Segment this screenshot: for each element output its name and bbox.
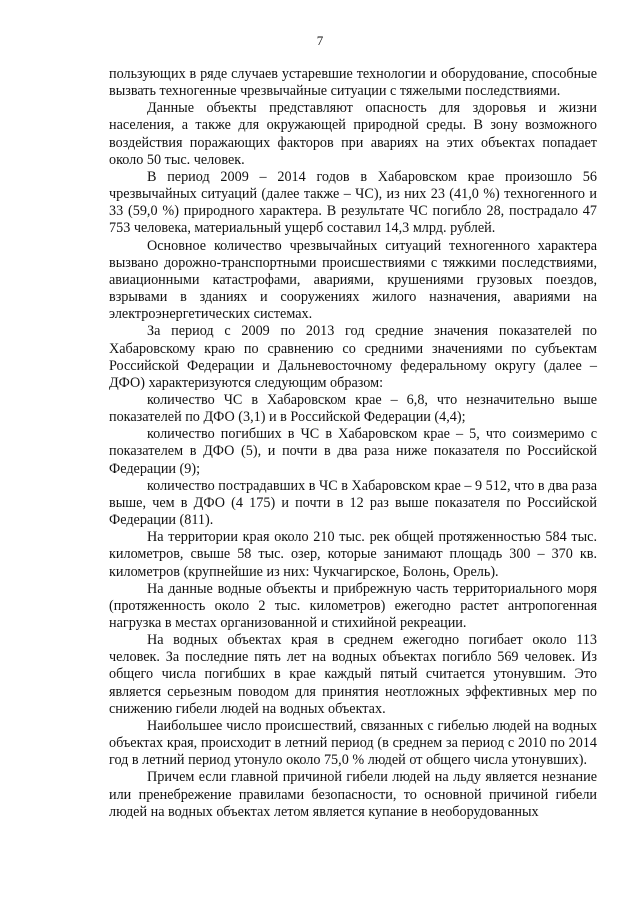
paragraph-water-bodies: На территории края около 210 тыс. рек общей протяженностью 584 тыс. километров, свыше 58 тыс. озер, которые занимают площадь 300 – 370 кв. километров (крупнейшие из них: Чукчагирское, Болонь, Орель). [109, 529, 597, 580]
page-number: 7 [316, 33, 324, 48]
paragraph-comparison-intro: За период с 2009 по 2013 год средние значения показателей по Хабаровскому краю по сравнению со средними значениями по субъектам Российской Федерации и Дальневосточному федеральному округу (далее – ДФО) характеризуются следующим образом: [109, 323, 597, 391]
paragraph-emergency-count: количество ЧС в Хабаровском крае – 6,8, что незначительно выше показателей по ДФО (3,1) и в Российской Федерации (4,4); [109, 391, 597, 426]
paragraph-anthropogenic-load: На данные водные объекты и прибрежную часть территориального моря (протяженность около 2 тыс. километров) ежегодно растет антропогенная нагрузка в местах организованной и стихийной рекреации. [109, 580, 597, 631]
paragraph-injured-count: количество пострадавших в ЧС в Хабаровском крае – 9 512, что в два раза выше, чем в ДФО (4 175) и почти в 12 раз выше показателя по Российской Федерации (811). [109, 477, 597, 529]
document-body [109, 66, 597, 821]
paragraph-continuation: пользующих в ряде случаев устаревшие технологии и оборудование, способные вызвать техногенные чрезвычайные ситуации с тяжелыми последствиями. [109, 66, 597, 100]
paragraph-summer-incidents: Наибольшее число происшествий, связанных с гибелью людей на водных объектах края, происходит в летний период (в среднем за период с 2010 по 2014 год в летний период утонуло около 75,0 % людей от общего числа утонувших). [109, 717, 597, 769]
paragraph-deaths-count: количество погибших в ЧС в Хабаровском крае – 5, что соизмеримо с показателем в ДФО (5), и почти в два раза ниже показателя по Российской Федерации (9); [109, 426, 597, 477]
paragraph-hazard-objects: Данные объекты представляют опасность для здоровья и жизни населения, а также для окружающей природной среды. В зону возможного воздействия поражающих факторов при авариях на этих объектах попадает около 50 тыс. человек. [109, 100, 597, 168]
paragraph-causes-of-death: Причем если главной причиной гибели людей на льду является незнание или пренебрежение правилами безопасности, то основной причиной гибели людей на водных объектах летом является купание в необорудованных [109, 769, 597, 820]
paragraph-emergency-statistics: В период 2009 – 2014 годов в Хабаровском крае произошло 56 чрезвычайных ситуаций (далее также – ЧС), из них 23 (41,0 %) техногенного и 33 (59,0 %) природного характера. В результате ЧС погибло 28, пострадало 47 753 человека, материальный ущерб составил 14,3 млрд. рублей. [109, 168, 597, 237]
paragraph-technogenic-causes: Основное количество чрезвычайных ситуаций техногенного характера вызвано дорожно-транспортными происшествиями с тяжкими последствиями, авиационными катастрофами, авариями, крушениями грузовых поездов, взрывами в зданиях и сооружениях жилого назначения, авариями на электроэнергетических системах. [109, 237, 597, 323]
paragraph-drowning-statistics: На водных объектах края в среднем ежегодно погибает около 113 человек. За последние пять лет на водных объектах погибло 569 человек. Из общего числа погибших в крае каждый пятый считается утонувшим. Это является серьезным поводом для принятия неотложных эффективных мер по снижению гибели людей на водных объектах. [109, 632, 597, 717]
